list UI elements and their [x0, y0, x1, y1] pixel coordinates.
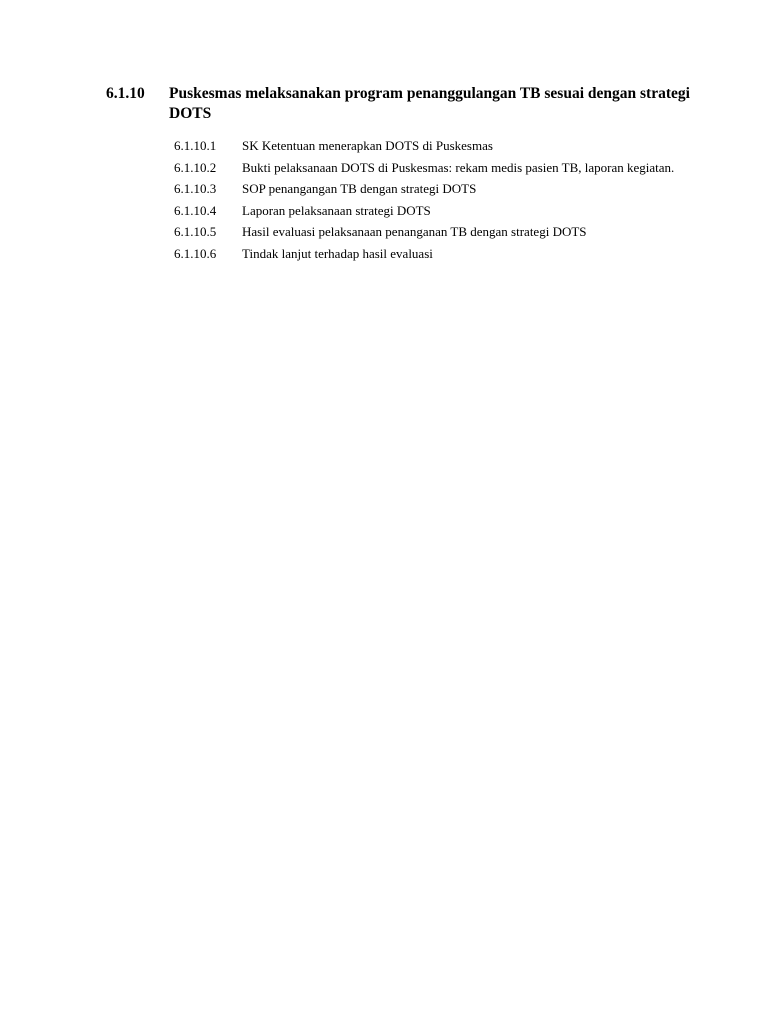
- item-text: Laporan pelaksanaan strategi DOTS: [242, 202, 431, 218]
- item-number: 6.1.10.2: [174, 159, 217, 175]
- item-text: Tindak lanjut terhadap hasil evaluasi: [242, 245, 433, 261]
- item-number: 6.1.10.3: [174, 181, 217, 196]
- document-section: [106, 84, 706, 264]
- item-text: Hasil evaluasi pelaksanaan penanganan TB dengan strategi DOTS: [242, 224, 587, 239]
- item-number: 6.1.10.6: [174, 245, 217, 261]
- item-text: SK Ketentuan menerapkan DOTS di Puskesmas: [242, 138, 493, 153]
- item-number: 6.1.10.5: [174, 224, 217, 239]
- list-item: [174, 135, 697, 157]
- section-title: Puskesmas melaksanakan program penanggulangan TB sesuai dengan strategi DOTS: [169, 85, 690, 122]
- list-item: [174, 157, 697, 179]
- list-item: [174, 200, 697, 222]
- section-number: 6.1.10: [106, 85, 145, 102]
- criteria-list: [174, 135, 697, 264]
- list-item: [174, 178, 697, 200]
- list-item: [174, 243, 697, 265]
- list-item: [174, 221, 697, 243]
- item-text: Bukti pelaksanaan DOTS di Puskesmas: rekam medis pasien TB, laporan kegiatan.: [242, 159, 675, 175]
- item-text: SOP penangangan TB dengan strategi DOTS: [242, 181, 477, 196]
- section-heading: [106, 84, 706, 124]
- item-number: 6.1.10.4: [174, 202, 217, 218]
- item-number: 6.1.10.1: [174, 138, 217, 153]
